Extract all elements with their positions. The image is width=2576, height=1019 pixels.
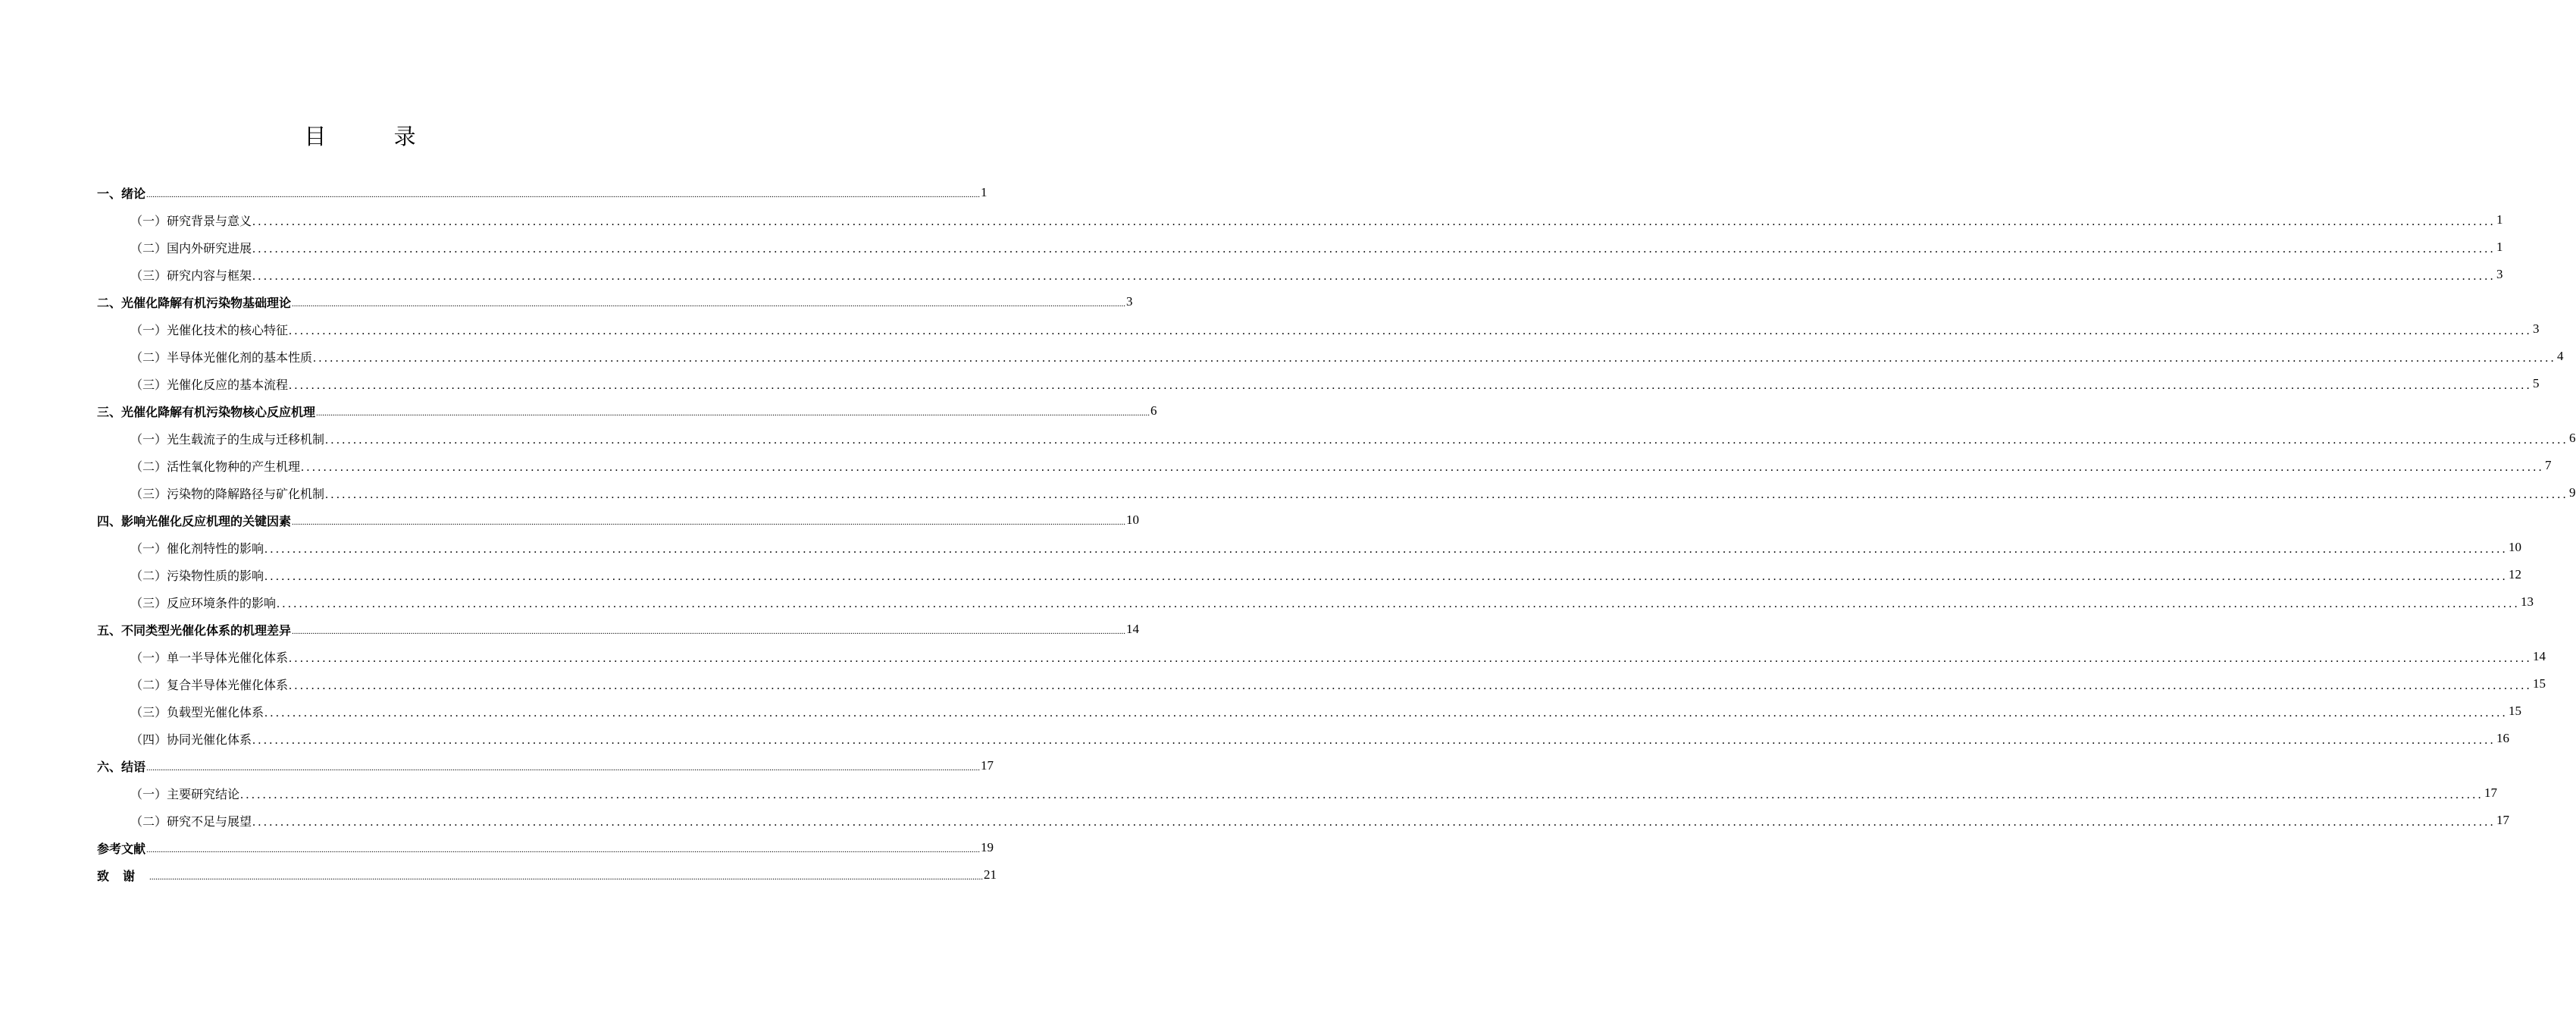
toc-leader-dots: ................................................................................................................................................................................................................................................................................................................................................................................................................ bbox=[292, 299, 1126, 309]
toc-page-number: 3 bbox=[1126, 294, 1133, 309]
toc-leader-dots: ................................................................................................................................................................................................................................................................................................................................................................................................................ bbox=[252, 734, 2496, 747]
toc-entry-label: （二）复合半导体光催化体系 bbox=[130, 677, 289, 692]
toc-entry-label: （一）单一半导体光催化体系 bbox=[130, 650, 289, 665]
toc-section-entry[interactable] bbox=[97, 588, 2534, 616]
toc-entry-label: （一）光催化技术的核心特征 bbox=[130, 322, 289, 337]
toc-section-entry[interactable] bbox=[97, 370, 2540, 397]
toc-chapter-entry[interactable] bbox=[97, 288, 1133, 315]
toc-leader-dots: ................................................................................................................................................................................................................................................................................................................................................................................................................ bbox=[289, 679, 2533, 692]
toc-entry-label: 二、光催化降解有机污染物基础理论 bbox=[97, 295, 292, 310]
toc-page-number: 10 bbox=[1126, 513, 1140, 527]
toc-leader-dots: ................................................................................................................................................................................................................................................................................................................................................................................................................ bbox=[149, 873, 984, 882]
toc-section-entry[interactable] bbox=[97, 261, 2503, 288]
toc-page-number: 1 bbox=[2496, 240, 2503, 254]
toc-leader-dots: ................................................................................................................................................................................................................................................................................................................................................................................................................ bbox=[301, 461, 2545, 474]
toc-chapter-entry[interactable] bbox=[97, 506, 1140, 534]
toc-section-entry[interactable] bbox=[97, 807, 2510, 834]
toc-entry-label: 三、光催化降解有机污染物核心反应机理 bbox=[97, 404, 316, 419]
toc-leader-dots: ................................................................................................................................................................................................................................................................................................................................................................................................................ bbox=[292, 627, 1126, 636]
toc-entry-label: （一）光生载流子的生成与迁移机制 bbox=[130, 431, 325, 447]
toc-entry-label: （一）研究背景与意义 bbox=[130, 213, 252, 228]
table-of-contents bbox=[97, 179, 2576, 889]
toc-section-entry[interactable] bbox=[97, 206, 2503, 234]
toc-section-entry[interactable] bbox=[97, 779, 2498, 807]
toc-entry-label: （二）活性氧化物种的产生机理 bbox=[130, 459, 301, 474]
toc-section-entry[interactable] bbox=[97, 343, 2564, 370]
toc-page-number: 1 bbox=[2496, 212, 2503, 227]
toc-page-number: 16 bbox=[2496, 731, 2510, 745]
toc-entry-label: （四）协同光催化体系 bbox=[130, 732, 252, 747]
toc-leader-dots: ................................................................................................................................................................................................................................................................................................................................................................................................................ bbox=[146, 845, 981, 854]
toc-page-number: 1 bbox=[981, 185, 988, 199]
toc-page-number: 3 bbox=[2533, 321, 2540, 336]
toc-entry-label: （一）主要研究结论 bbox=[130, 786, 240, 801]
toc-section-entry[interactable] bbox=[97, 534, 2522, 561]
toc-leader-dots: ................................................................................................................................................................................................................................................................................................................................................................................................................ bbox=[252, 270, 2496, 283]
toc-section-entry[interactable] bbox=[97, 479, 2576, 506]
toc-entry-label: （二）污染物性质的影响 bbox=[130, 568, 264, 583]
toc-page-number: 21 bbox=[984, 867, 997, 882]
toc-leader-dots: ................................................................................................................................................................................................................................................................................................................................................................................................................ bbox=[313, 352, 2557, 365]
toc-entry-label: （三）反应环境条件的影响 bbox=[130, 595, 277, 610]
toc-entry-label: （三）研究内容与框架 bbox=[130, 268, 252, 283]
toc-leader-dots: ................................................................................................................................................................................................................................................................................................................................................................................................................ bbox=[277, 597, 2521, 610]
toc-leader-dots: ................................................................................................................................................................................................................................................................................................................................................................................................................ bbox=[252, 816, 2496, 829]
toc-entry-label: 六、结语 bbox=[97, 759, 146, 774]
toc-page-number: 15 bbox=[2533, 676, 2546, 691]
toc-section-entry[interactable] bbox=[97, 698, 2522, 725]
toc-leader-dots: ................................................................................................................................................................................................................................................................................................................................................................................................................ bbox=[316, 409, 1150, 418]
toc-entry-label: （三）污染物的降解路径与矿化机制 bbox=[130, 486, 325, 501]
toc-page-number: 15 bbox=[2509, 704, 2522, 718]
toc-chapter-entry[interactable] bbox=[97, 179, 988, 206]
toc-page-number: 17 bbox=[2484, 785, 2498, 800]
toc-page-number: 17 bbox=[2496, 813, 2510, 827]
toc-entry-label: （三）光催化反应的基本流程 bbox=[130, 377, 289, 392]
toc-title: 目 录 bbox=[304, 124, 446, 149]
toc-section-entry[interactable] bbox=[97, 452, 2552, 479]
toc-page-number: 13 bbox=[2521, 594, 2534, 609]
toc-leader-dots: ................................................................................................................................................................................................................................................................................................................................................................................................................ bbox=[292, 518, 1126, 527]
toc-entry-label: （二）研究不足与展望 bbox=[130, 814, 252, 829]
toc-page-number: 5 bbox=[2533, 376, 2540, 390]
toc-leader-dots: ................................................................................................................................................................................................................................................................................................................................................................................................................ bbox=[264, 707, 2509, 720]
toc-leader-dots: ................................................................................................................................................................................................................................................................................................................................................................................................................ bbox=[264, 570, 2509, 583]
toc-chapter-entry[interactable] bbox=[97, 397, 1157, 425]
toc-leader-dots: ................................................................................................................................................................................................................................................................................................................................................................................................................ bbox=[146, 763, 981, 773]
toc-leader-dots: ................................................................................................................................................................................................................................................................................................................................................................................................................ bbox=[289, 325, 2533, 337]
toc-leader-dots: ................................................................................................................................................................................................................................................................................................................................................................................................................ bbox=[252, 243, 2496, 256]
toc-leader-dots: ................................................................................................................................................................................................................................................................................................................................................................................................................ bbox=[146, 190, 981, 199]
toc-page-number: 3 bbox=[2496, 267, 2503, 281]
toc-chapter-entry[interactable] bbox=[97, 861, 997, 889]
toc-entry-label: 致谢 bbox=[97, 868, 149, 883]
toc-entry-label: （二）半导体光催化剂的基本性质 bbox=[130, 350, 313, 365]
toc-page-number: 10 bbox=[2509, 540, 2522, 554]
toc-section-entry[interactable] bbox=[97, 725, 2510, 752]
toc-page-number: 4 bbox=[2557, 349, 2564, 363]
toc-page-number: 17 bbox=[981, 758, 994, 773]
toc-entry-label: 四、影响光催化反应机理的关键因素 bbox=[97, 513, 292, 528]
toc-leader-dots: ................................................................................................................................................................................................................................................................................................................................................................................................................ bbox=[289, 379, 2533, 392]
toc-leader-dots: ................................................................................................................................................................................................................................................................................................................................................................................................................ bbox=[325, 434, 2569, 447]
toc-entry-label: 参考文献 bbox=[97, 841, 146, 856]
toc-page-number: 14 bbox=[2533, 649, 2546, 663]
toc-page-number: 6 bbox=[1150, 403, 1157, 418]
toc-leader-dots: ................................................................................................................................................................................................................................................................................................................................................................................................................ bbox=[289, 652, 2533, 665]
toc-leader-dots: ................................................................................................................................................................................................................................................................................................................................................................................................................ bbox=[252, 215, 2496, 228]
toc-entry-label: 五、不同类型光催化体系的机理差异 bbox=[97, 622, 292, 638]
toc-entry-label: （二）国内外研究进展 bbox=[130, 240, 252, 256]
toc-section-entry[interactable] bbox=[97, 670, 2546, 698]
toc-section-entry[interactable] bbox=[97, 643, 2546, 670]
toc-page-number: 19 bbox=[981, 840, 994, 854]
toc-page-number: 7 bbox=[2545, 458, 2552, 472]
toc-entry-label: （一）催化剂特性的影响 bbox=[130, 541, 264, 556]
toc-chapter-entry[interactable] bbox=[97, 752, 994, 779]
toc-page-number: 12 bbox=[2509, 567, 2522, 582]
toc-section-entry[interactable] bbox=[97, 561, 2522, 588]
toc-leader-dots: ................................................................................................................................................................................................................................................................................................................................................................................................................ bbox=[325, 488, 2569, 501]
toc-section-entry[interactable] bbox=[97, 425, 2576, 452]
toc-entry-label: （三）负载型光催化体系 bbox=[130, 704, 264, 720]
toc-page-number: 6 bbox=[2569, 431, 2576, 445]
toc-page-number: 9 bbox=[2569, 485, 2576, 500]
toc-leader-dots: ................................................................................................................................................................................................................................................................................................................................................................................................................ bbox=[264, 543, 2509, 556]
toc-entry-label: 一、绪论 bbox=[97, 186, 146, 201]
toc-chapter-entry[interactable] bbox=[97, 834, 994, 861]
toc-page-number: 14 bbox=[1126, 622, 1140, 636]
toc-chapter-entry[interactable] bbox=[97, 616, 1140, 643]
toc-section-entry[interactable] bbox=[97, 315, 2540, 343]
toc-leader-dots: ................................................................................................................................................................................................................................................................................................................................................................................................................ bbox=[240, 789, 2484, 801]
toc-section-entry[interactable] bbox=[97, 234, 2503, 261]
